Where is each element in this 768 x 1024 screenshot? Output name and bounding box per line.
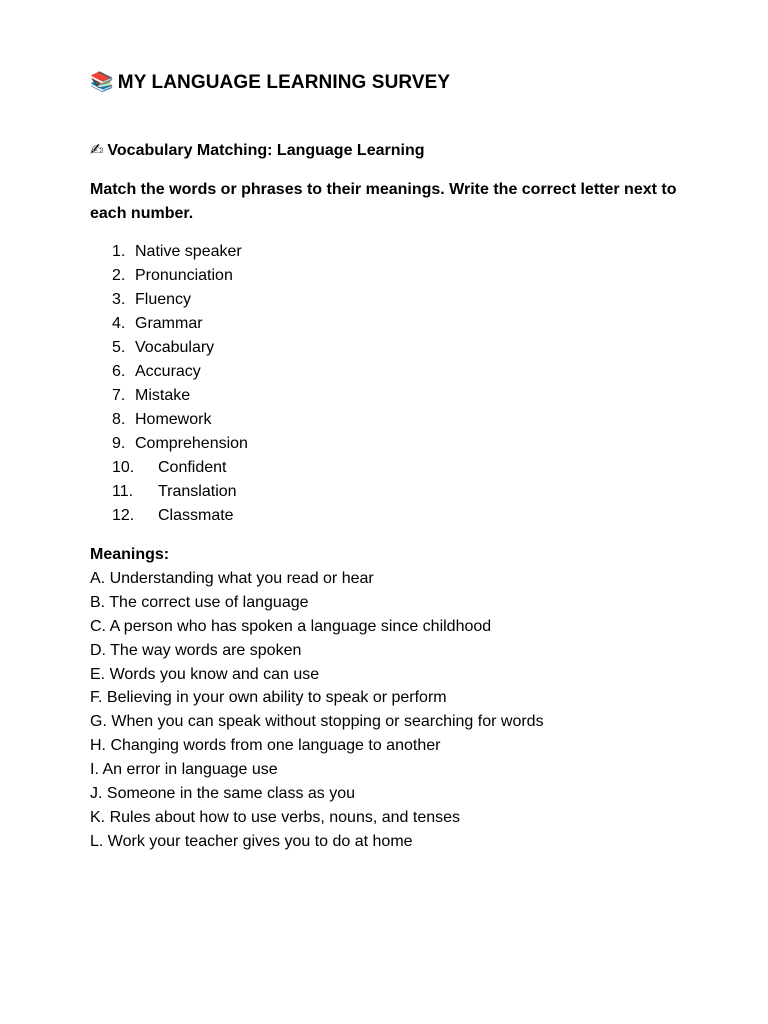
meanings-heading: Meanings: <box>90 546 170 563</box>
instructions: Match the words or phrases to their meanings. Write the correct letter next to each number. <box>90 181 677 222</box>
meaning-item: D. The way words are spoken <box>90 641 302 659</box>
item-word: Mistake <box>135 387 191 404</box>
item-number: 5. <box>112 339 126 356</box>
item-number: 12. <box>112 507 135 524</box>
section-title <box>90 140 424 160</box>
page-title <box>90 70 450 94</box>
item-number: 3. <box>112 291 126 308</box>
books-icon: 📚 <box>90 71 114 93</box>
item-number: 10. <box>112 459 135 476</box>
writing-hand-icon: ✍ <box>90 140 104 159</box>
item-word: Translation <box>158 483 237 500</box>
meaning-item: L. Work your teacher gives you to do at home <box>90 832 413 850</box>
item-number: 4. <box>112 315 126 332</box>
section-title-text: Vocabulary Matching: Language Learning <box>107 142 425 159</box>
item-word: Vocabulary <box>135 339 215 356</box>
item-word: Pronunciation <box>135 267 233 284</box>
page-title-text: MY LANGUAGE LEARNING SURVEY <box>117 72 451 93</box>
meaning-item: A. Understanding what you read or hear <box>90 570 374 587</box>
item-word: Accuracy <box>135 363 201 380</box>
item-number: 2. <box>112 267 126 284</box>
meaning-item: F. Believing in your own ability to speak or perform <box>90 689 447 707</box>
item-word: Classmate <box>158 507 234 524</box>
item-word: Confident <box>158 459 227 476</box>
meaning-item: J. Someone in the same class as you <box>90 785 356 803</box>
item-word: Fluency <box>135 291 192 308</box>
meaning-item: I. An error in language use <box>90 761 278 779</box>
item-word: Native speaker <box>135 243 242 260</box>
item-number: 6. <box>112 363 126 380</box>
meaning-item: C. A person who has spoken a language since childhood <box>90 617 492 635</box>
meaning-item: K. Rules about how to use verbs, nouns, and tenses <box>90 808 461 826</box>
meaning-item: G. When you can speak without stopping or searching for words <box>90 713 544 731</box>
meanings-list <box>90 567 544 854</box>
item-number: 8. <box>112 411 126 428</box>
item-number: 11. <box>112 483 134 500</box>
item-word: Grammar <box>135 315 203 332</box>
item-word: Comprehension <box>135 435 248 452</box>
item-word: Homework <box>135 411 212 428</box>
item-number: 7. <box>112 387 126 404</box>
item-number: 9. <box>112 435 126 452</box>
item-number: 1. <box>112 243 126 260</box>
meaning-item: B. The correct use of language <box>90 593 309 611</box>
meaning-item: E. Words you know and can use <box>90 665 320 683</box>
meaning-item: H. Changing words from one language to another <box>90 737 441 755</box>
